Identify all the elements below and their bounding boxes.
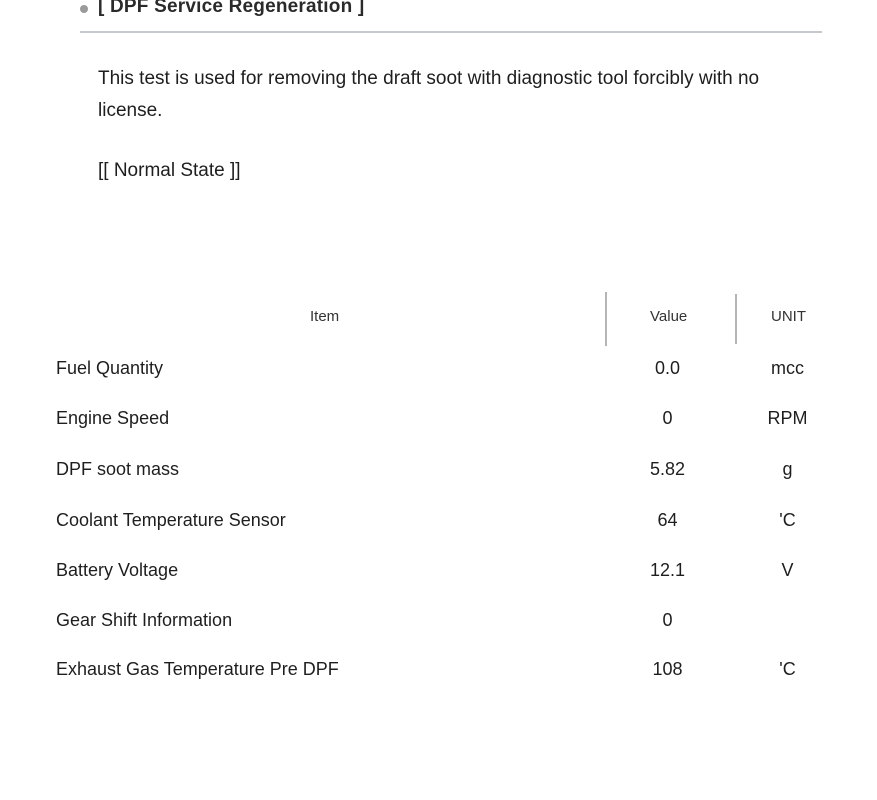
row-unit: V: [781, 560, 794, 580]
table-row: [40, 560, 840, 610]
header-unit: UNIT: [771, 308, 806, 325]
row-unit: RPM: [767, 408, 808, 428]
header-item: Item: [310, 308, 340, 325]
title-underline: [80, 31, 822, 33]
row-unit: 'C: [779, 510, 796, 530]
column-divider: [605, 292, 607, 346]
table-row: [40, 459, 840, 509]
state-label: [[ Normal State ]]: [98, 160, 241, 181]
section-header: [60, 0, 830, 34]
table-row: [40, 408, 840, 458]
row-unit: 'C: [779, 659, 796, 679]
row-value: 0: [662, 408, 673, 428]
row-item: Gear Shift Information: [56, 610, 233, 630]
table-row: [40, 358, 840, 408]
description-text: This test is used for removing the draft soot with diagnostic tool forcibly with no license.: [98, 68, 760, 121]
table-row: [40, 510, 840, 560]
row-item: Engine Speed: [56, 408, 170, 428]
row-item: Fuel Quantity: [56, 358, 164, 378]
row-unit: g: [782, 459, 793, 479]
row-item: Exhaust Gas Temperature Pre DPF: [56, 659, 339, 679]
row-value: 0: [662, 610, 673, 630]
row-item: Coolant Temperature Sensor: [56, 510, 286, 530]
section-title: [ DPF Service Regeneration ]: [98, 0, 365, 17]
row-value: 12.1: [649, 560, 686, 580]
row-item: Battery Voltage: [56, 560, 179, 580]
row-unit: mcc: [771, 358, 804, 378]
row-value: 5.82: [649, 459, 686, 479]
row-value: 108: [652, 659, 683, 679]
table-row: [40, 610, 840, 660]
table-row: [40, 659, 840, 709]
row-item: DPF soot mass: [56, 459, 180, 479]
bullet-icon: [80, 5, 88, 13]
header-value: Value: [650, 308, 688, 325]
row-value: 0.0: [654, 358, 681, 378]
table-header-row: [40, 290, 840, 346]
row-value: 64: [657, 510, 678, 530]
column-divider: [735, 294, 737, 344]
